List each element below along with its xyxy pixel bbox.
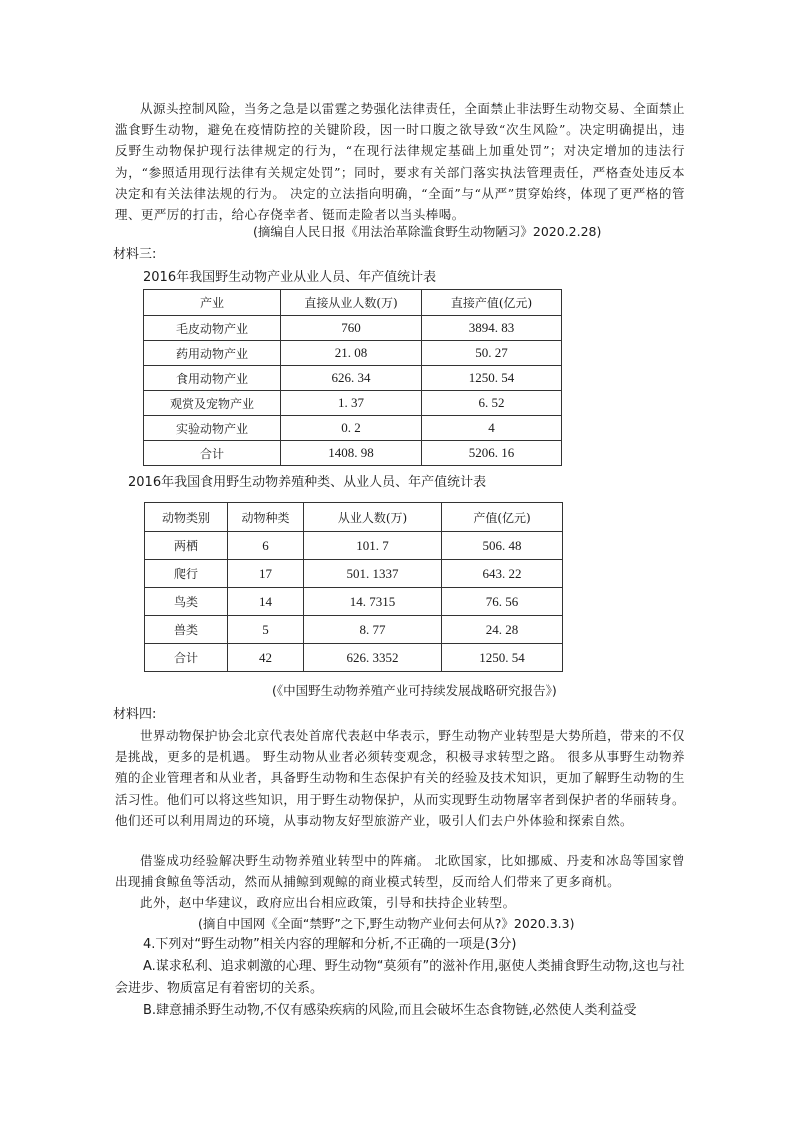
- table-cell: 21. 08: [281, 341, 422, 366]
- table-cell: 6. 52: [422, 391, 562, 416]
- table-header-row: [145, 503, 563, 532]
- table-cell: 24. 28: [442, 616, 563, 644]
- table-cell: 101. 7: [304, 532, 442, 560]
- table-cell: 兽类: [145, 616, 228, 644]
- material2-source: (摘编自人民日报《用法治革除滥食野生动物陋习》2020.2.28): [253, 224, 602, 239]
- table-row: [145, 532, 563, 560]
- table-cell: 0. 2: [281, 416, 422, 441]
- table-row: [144, 316, 562, 341]
- table-cell: 两栖: [145, 532, 228, 560]
- table-cell: 626. 3352: [304, 644, 442, 672]
- table-total-row: [144, 441, 562, 466]
- table-cell: 毛皮动物产业: [144, 316, 281, 341]
- table-header-cell: 产业: [144, 290, 281, 316]
- option-a-text: A.谋求私利、追求刺激的心理、野生动物“莫须有”的滋补作用,驱使人类捕食野生动物,这也与社会进步、物质富足有着密切的关系。: [115, 959, 685, 996]
- table-header-cell: 从业人数(万): [304, 503, 442, 532]
- table-cell: 760: [281, 316, 422, 341]
- table1-caption: 2016年我国野生动物产业从业人员、年产值统计表: [143, 270, 437, 285]
- table-cell: 药用动物产业: [144, 341, 281, 366]
- table-cell: 1250. 54: [442, 644, 563, 672]
- table-cell: 3894. 83: [422, 316, 562, 341]
- material3-label: 材料三:: [113, 247, 157, 262]
- table-row: [144, 416, 562, 441]
- table-row: [144, 341, 562, 366]
- table-cell: 4: [422, 416, 562, 441]
- table-row: [144, 366, 562, 391]
- material3-source: (《中国野生动物养殖产业可持续发展战略研究报告》): [272, 683, 557, 698]
- table-cell: 1250. 54: [422, 366, 562, 391]
- table-cell: 501. 1337: [304, 560, 442, 588]
- table-cell: 17: [228, 560, 304, 588]
- table-cell: 6: [228, 532, 304, 560]
- table-cell: 实验动物产业: [144, 416, 281, 441]
- table-cell: 合计: [145, 644, 228, 672]
- edible-wildlife-table: [144, 502, 563, 672]
- table-cell: 50. 27: [422, 341, 562, 366]
- table-cell: 1408. 98: [281, 441, 422, 466]
- table-row: [145, 616, 563, 644]
- table-cell: 14: [228, 588, 304, 616]
- table-cell: 14. 7315: [304, 588, 442, 616]
- table-cell: 506. 48: [442, 532, 563, 560]
- material4-label: 材料四:: [113, 707, 157, 722]
- question4-stem: [115, 934, 687, 956]
- table-row: [145, 588, 563, 616]
- option-b-text: B.肆意捕杀野生动物,不仅有感染疾病的风险,而且会破坏生态食物链,必然使人类利益受: [143, 1003, 637, 1018]
- table-header-row: [144, 290, 562, 316]
- table-cell: 643. 22: [442, 560, 563, 588]
- table-total-row: [145, 644, 563, 672]
- table-cell: 5206. 16: [422, 441, 562, 466]
- table2-caption: 2016年我国食用野生动物养殖种类、从业人员、年产值统计表: [128, 475, 487, 490]
- table-cell: 42: [228, 644, 304, 672]
- table-cell: 食用动物产业: [144, 366, 281, 391]
- material4-source: (摘自中国网《全面“禁野”之下,野生动物产业何去何从?》2020.3.3): [198, 916, 575, 931]
- table-header-cell: 动物类别: [145, 503, 228, 532]
- question4-option-b: [115, 1000, 687, 1022]
- industry-stats-table: [143, 289, 562, 466]
- table-cell: 爬行: [145, 560, 228, 588]
- table-cell: 8. 77: [304, 616, 442, 644]
- table-header-cell: 产值(亿元): [442, 503, 563, 532]
- table-cell: 5: [228, 616, 304, 644]
- table-cell: 626. 34: [281, 366, 422, 391]
- material4-paragraph: 借鉴成功经验解决野生动物养殖业转型中的阵痛。 北欧国家，比如挪威、丹麦和冰岛等国家曾出现捕食鲸鱼等活动，然而从捕鲸到观鲸的商业模式转型，反而给人们带来了更多商机。: [115, 853, 685, 890]
- question4-stem-text: 4.下列对“野生动物”相关内容的理解和分析,不正确的一项是(3分): [143, 937, 517, 952]
- material4-paragraph: 此外，赵中华建议，政府应出台相应政策，引导和扶持企业转型。: [140, 895, 516, 910]
- table-row: [145, 560, 563, 588]
- table-header-cell: 直接从业人数(万): [281, 290, 422, 316]
- table-cell: 76. 56: [442, 588, 563, 616]
- material4-paragraph: 世界动物保护协会北京代表处首席代表赵中华表示，野生动物产业转型是大势所趋，带来的不仅是挑战，更多的是机遇。 野生动物从业者必须转变观念，积极寻求转型之路。 很多从事野生动物养殖的企业管理者和从业者，具备野生动物和生态保护有关的经验及技术知识，更加了解野生动物的生活习性。他们可以将这些知识，用于野生动物保护，从而实现野生动物屠宰者到保护者的华丽转身。 他们还可以利用周边的环境，从事动物友好型旅游产业，吸引人们去户外体验和探索自然。: [115, 728, 685, 828]
- material2-paragraph: 从源头控制风险，当务之急是以雷霆之势强化法律责任，全面禁止非法野生动物交易、全面禁止滥食野生动物，避免在疫情防控的关键阶段，因一时口腹之欲导致“次生风险”。决定明确提出，违反野生动物保护现行法律规定的行为，“在现行法律规定基础上加重处罚”；对决定增加的违法行为，“参照适用现行法律有关规定处罚”；同时，要求有关部门落实执法管理责任，严格查处违反本决定和有关法律法规的行为。 决定的立法指向明确，“全面”与“从严”贯穿始终，体现了更严格的管理、更严厉的打击，给心存侥幸者、铤而走险者以当头棒喝。: [115, 101, 685, 223]
- table-cell: 合计: [144, 441, 281, 466]
- table-cell: 观赏及宠物产业: [144, 391, 281, 416]
- table-header-cell: 直接产值(亿元): [422, 290, 562, 316]
- table-cell: 鸟类: [145, 588, 228, 616]
- question4-option-a: [115, 956, 687, 1000]
- table-row: [144, 391, 562, 416]
- table-header-cell: 动物种类: [228, 503, 304, 532]
- table-cell: 1. 37: [281, 391, 422, 416]
